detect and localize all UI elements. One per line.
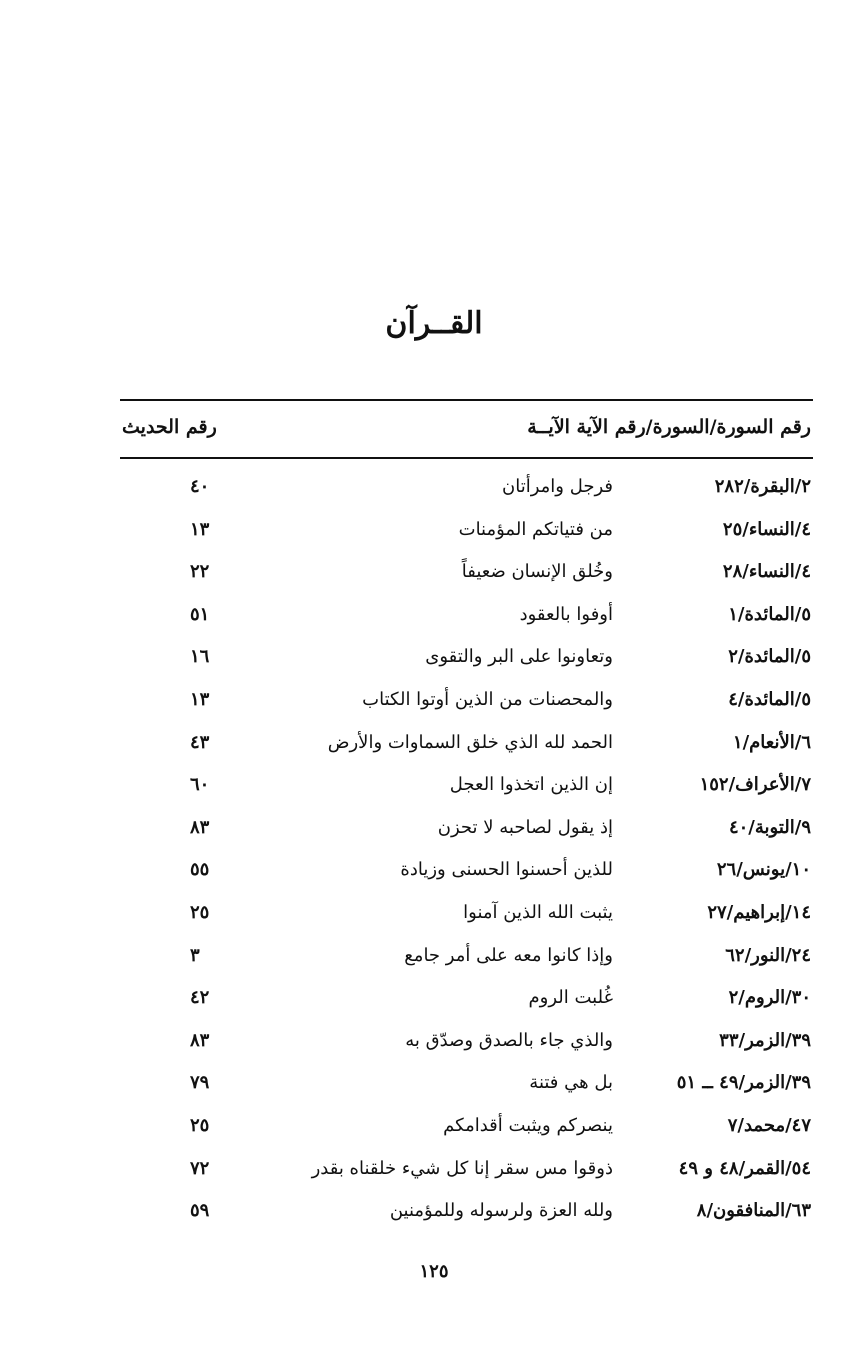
row-hadith-number: ٣	[190, 944, 200, 966]
row-hadith-number: ٢٥	[190, 901, 210, 923]
row-verse: فرجل وامرأتان	[502, 476, 613, 497]
table-row	[120, 896, 813, 939]
row-reference: ٥٤/القمر/٤٨ و ٤٩	[678, 1157, 811, 1179]
row-hadith-number: ٥١	[190, 603, 210, 625]
table-row	[120, 811, 813, 854]
row-reference: ١٤/إبراهيم/٢٧	[707, 901, 811, 923]
table-header-rule	[120, 457, 813, 459]
row-hadith-number: ٤٣	[190, 731, 210, 753]
row-hadith-number: ١٣	[190, 688, 210, 710]
table-row	[120, 1194, 813, 1237]
table-row	[120, 1152, 813, 1195]
row-verse: للذين أحسنوا الحسنى وزيادة	[400, 859, 613, 881]
header-reference: رقم السورة/السورة/رقم الآية الآيــة	[527, 416, 811, 438]
row-hadith-number: ٤٢	[190, 987, 210, 1009]
table-row	[120, 555, 813, 598]
table-body	[120, 470, 813, 1237]
table-row	[120, 1066, 813, 1109]
row-verse: أوفوا بالعقود	[519, 603, 613, 625]
row-hadith-number: ٦٠	[190, 774, 210, 796]
row-hadith-number: ٥٥	[190, 859, 210, 881]
row-verse: إذ يقول لصاحبه لا تحزن	[437, 816, 613, 838]
row-hadith-number: ٤٠	[190, 476, 210, 497]
page-number: ١٢٥	[419, 1261, 449, 1282]
row-hadith-number: ٨٣	[190, 1029, 210, 1051]
row-hadith-number: ١٣	[190, 518, 210, 540]
table-header	[120, 408, 813, 448]
table-top-rule	[120, 399, 813, 401]
row-reference: ٢٤/النور/٦٢	[725, 944, 811, 966]
table-row	[120, 598, 813, 641]
row-verse: والمحصنات من الذين أوتوا الكتاب	[362, 688, 613, 710]
row-reference: ٢/البقرة/٢٨٢	[714, 476, 811, 497]
row-reference: ٩/التوبة/٤٠	[728, 816, 811, 838]
row-verse: وإذا كانوا معه على أمر جامع	[404, 944, 613, 966]
row-verse: إن الذين اتخذوا العجل	[449, 774, 613, 796]
row-reference: ٤/النساء/٢٥	[722, 518, 811, 540]
row-verse: الحمد لله الذي خلق السماوات والأرض	[327, 731, 613, 753]
row-reference: ٥/المائدة/١	[728, 603, 811, 625]
table-row	[120, 853, 813, 896]
table-row	[120, 513, 813, 556]
table-row	[120, 640, 813, 683]
row-hadith-number: ٢٢	[190, 561, 210, 583]
row-hadith-number: ٨٣	[190, 816, 210, 838]
table-row	[120, 981, 813, 1024]
row-reference: ٥/المائدة/٢	[728, 646, 811, 668]
row-reference: ٧/الأعراف/١٥٢	[699, 774, 811, 796]
row-reference: ٦/الأنعام/١	[732, 731, 811, 753]
row-verse: وتعاونوا على البر والتقوى	[425, 646, 613, 668]
table-row	[120, 1024, 813, 1067]
row-reference: ٣٩/الزمر/٤٩ ــ ٥١	[676, 1072, 811, 1094]
row-hadith-number: ٧٩	[190, 1072, 210, 1094]
row-reference: ٣٠/الروم/٢	[728, 987, 811, 1009]
row-reference: ٤٧/محمد/٧	[727, 1114, 811, 1136]
table-row	[120, 683, 813, 726]
table-row	[120, 939, 813, 982]
row-verse: يثبت الله الذين آمنوا	[463, 901, 613, 923]
row-verse: والذي جاء بالصدق وصدّق به	[405, 1029, 613, 1051]
table-row	[120, 726, 813, 769]
row-hadith-number: ٢٥	[190, 1114, 210, 1136]
row-verse: غُلبت الروم	[528, 987, 613, 1009]
row-reference: ٤/النساء/٢٨	[722, 561, 811, 583]
header-hadith-number: رقم الحديث	[122, 416, 217, 438]
table-row	[120, 470, 813, 513]
row-reference: ١٠/يونس/٢٦	[716, 859, 811, 881]
row-verse: ولله العزة ولرسوله وللمؤمنين	[389, 1200, 613, 1222]
page-title: القــرآن	[385, 306, 483, 341]
row-verse: وخُلق الإنسان ضعيفاً	[461, 561, 613, 583]
row-reference: ٥/المائدة/٤	[728, 688, 811, 710]
table-row	[120, 1109, 813, 1152]
row-hadith-number: ٧٢	[190, 1157, 210, 1179]
row-verse: ذوقوا مس سقر إنا كل شيء خلقناه بقدر	[311, 1157, 613, 1179]
row-verse: ينصركم ويثبت أقدامكم	[443, 1114, 613, 1136]
row-verse: من فتياتكم المؤمنات	[458, 518, 613, 540]
row-verse: بل هي فتنة	[529, 1072, 613, 1094]
table-row	[120, 768, 813, 811]
row-hadith-number: ١٦	[190, 646, 210, 668]
row-hadith-number: ٥٩	[190, 1200, 210, 1222]
row-reference: ٣٩/الزمر/٣٣	[719, 1029, 811, 1051]
row-reference: ٦٣/المنافقون/٨	[696, 1200, 811, 1222]
